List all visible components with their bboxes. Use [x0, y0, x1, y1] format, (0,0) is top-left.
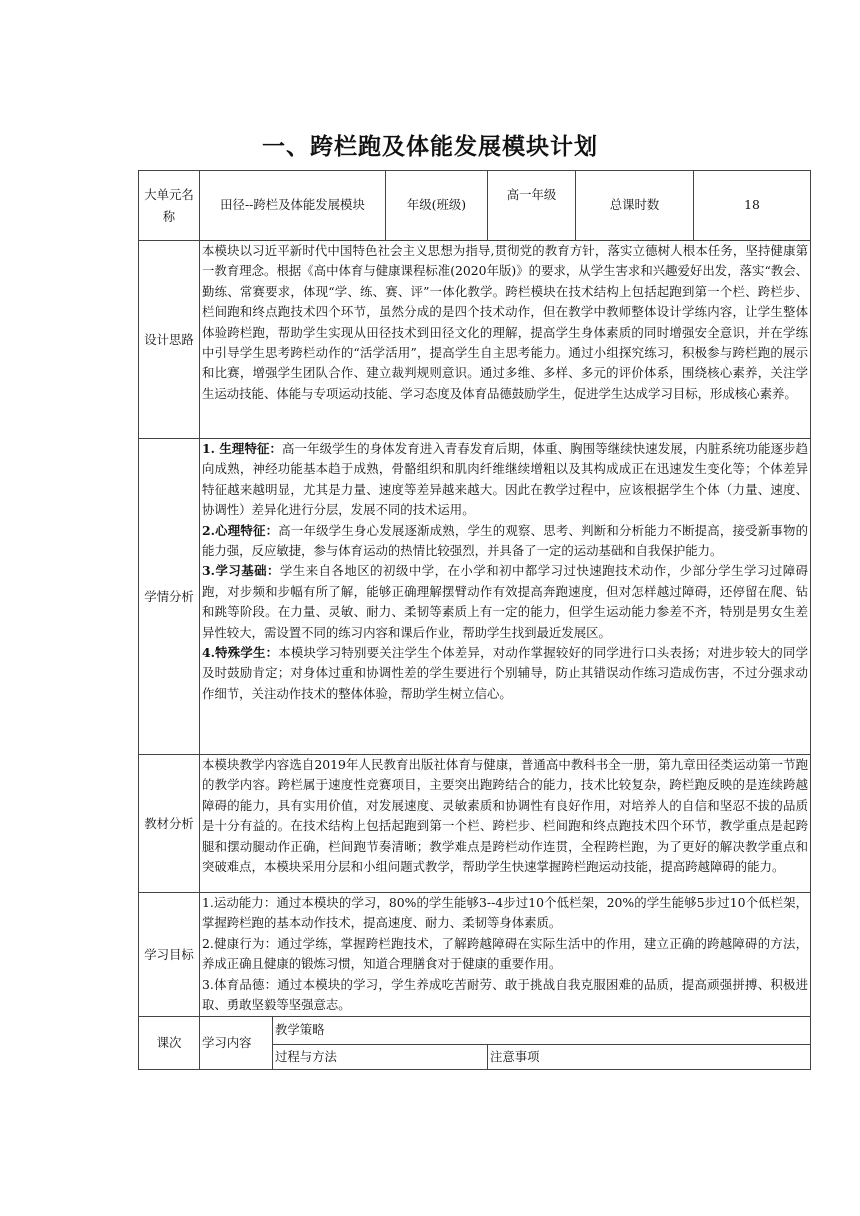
analysis-item-text: 高一年级学生的身体发育进入青春发育后期，体重、胸围等继续快速发展，内脏系统功能逐步趋向成熟，神经功能基本趋于成熟，骨骼组织和肌肉纤维继续增粗以及其构成成正在迅速发生变化等；个体差异特征越来越明显，尤其是力量、速度等差异越来越大。因此在教学过程中，应该根据学生个体（力量、速度、协调性）差异化进行分层，发展不同的技术运用。 — [202, 441, 809, 518]
goals-label: 学习目标 — [139, 893, 200, 1017]
analysis-item-head: 1. 生理特征： — [202, 441, 283, 456]
goals-body — [200, 893, 811, 1017]
analysis-item — [202, 439, 808, 521]
design-text: 本模块以习近平新时代中国特色社会主义思想为指导,贯彻党的教育方针，落实立德树人根本任务，坚持健康第一教育理念。根据《高中体育与健康课程标准(2020年版)》的要求，从学生害求和兴趣爱好出发，落实“教会、勤练、常赛要求，体现“学、练、赛、评”一体化教学。跨栏模块在技术结构上包括起跑到第一个栏、跨栏步、栏间跑和终点跑技术四个环节，虽然分成的是四个技术动作，但在教学中教师整体设计学练内容，让学生整体体验跨栏跑，帮助学生实现从田径技术到田径文化的理解，提高学生身体素质的同时增强安全意识，并在学练中引导学生思考跨栏动作的“活学活用”，提高学生自主思考能力。通过小组探究练习，积极参与跨栏跑的展示和比赛，增强学生团队合作、建立裁判规则意识。通过多维、多样、多元的评价体系，围绕核心素养，关注学生运动技能、体能与专项运动技能、学习态度及体育品德鼓励学生，促进学生达成学习目标，形成核心素养。 — [200, 241, 811, 439]
material-text: 本模块教学内容选自2019年人民教育出版社体育与健康，普通高中教科书全一册，第九章田径类运动第一节跑的教学内容。跨栏属于速度性竞赛项目，主要突出跑跨结合的能力，技术比较复杂，跨栏跑反映的是连续跨越障碍的能力，具有实用价值，对发展速度、灵敏素质和协调性有良好作用，对培养人的自信和坚忍不拔的品质是十分有益的。在技术结构上包括起跑到第一个栏、跨栏步、栏间跑和终点跑技术四个环节，教学重点是起跨腿和摆动腿动作正确，栏间跑节奏清晰；教学难点是跨栏动作连贯，全程跨栏跑，为了更好的解决教学重点和突破难点，本模块采用分层和小组问题式教学，帮助学生快速掌握跨栏跑运动技能，提高跨越障碍的能力。 — [200, 755, 811, 893]
analysis-item-head: 2.心理特征： — [202, 522, 279, 538]
page-title: 一、跨栏跑及体能发展模块计划 — [262, 134, 598, 160]
analysis-item-text: 学生来自各地区的初级中学，在小学和初中都学习过快速跑技术动作，少部分学生学习过障碍跑，对步频和步幅有所了解，能够正确理解摆臂动作有效提高奔跑速度，但对怎样越过障碍，还停留在爬、钻和跳等阶段。在力量、灵敏、耐力、柔韧等素质上有一定的能力，但学生运动能力参差不齐，特别是男女生差异性较大，需设置不同的练习内容和课后作业，帮助学生找到最近发展区。 — [202, 563, 809, 640]
goal-item: 2.健康行为：通过学练，掌握跨栏跑技术，了解跨越障碍在实际生活中的作用，建立正确的跨越障碍的方法，养成正确且健康的锻炼习惯，知道合理膳食对于健康的重要作用。 — [202, 935, 809, 972]
goal-item: 1.运动能力：通过本模块的学习，80%的学生能够3--4步过10个低栏架，20%的学生能够5步过10个低栏架，掌握跨栏跑的基本动作技术，提高速度、耐力、柔韧等身体素质。 — [202, 895, 809, 931]
unit-name-value: 田径--跨栏及体能发展模块 — [200, 171, 386, 241]
analysis-item-head: 4.特殊学生： — [202, 645, 279, 661]
grade-value: 高一年级 — [488, 171, 576, 241]
strategy-label: 教学策略 — [273, 1017, 811, 1045]
total-hours-label: 总课时数 — [576, 171, 694, 241]
notes-label: 注意事项 — [488, 1045, 811, 1070]
lesson-label: 课次 — [139, 1017, 200, 1070]
material-label: 教材分析 — [139, 755, 200, 893]
process-label: 过程与方法 — [273, 1045, 488, 1070]
unit-name-label: 大单元名称 — [139, 171, 200, 241]
content-label: 学习内容 — [200, 1017, 273, 1070]
analysis-item — [202, 561, 808, 643]
design-label: 设计思路 — [139, 241, 200, 439]
material-row — [139, 755, 811, 893]
analysis-label: 学情分析 — [139, 439, 200, 755]
analysis-item-text: 本模块学习特别要关注学生个体差异，对动作掌握较好的同学进行口头表扬；对进步较大的同学及时鼓励肯定；对身体过重和协调性差的学生要进行个别辅导，防止其错误动作练习造成伤害，不过分强求动作细节，关注动作技术的整体体验，帮助学生树立信心。 — [202, 645, 809, 701]
grade-label: 年级(班级) — [386, 171, 488, 241]
module-plan-table — [138, 170, 811, 1070]
goal-item: 3.体育品德：通过本模块的学习，学生养成吃苦耐劳、敢于挑战自我克服困难的品质，提高顽强拼搏、积极进取、勇敢坚毅等坚强意志。 — [202, 976, 809, 1013]
strategy-header-row — [139, 1017, 811, 1045]
analysis-item-text: 高一年级学生身心发展逐渐成熟，学生的观察、思考、判断和分析能力不断提高，接受新事物的能力强，反应敏捷，参与体育运动的热情比较强烈，并具备了一定的运动基础和自我保护能力。 — [202, 522, 809, 559]
analysis-body — [200, 439, 811, 755]
total-hours-value: 18 — [694, 171, 811, 241]
analysis-item — [202, 643, 808, 704]
design-row — [139, 241, 811, 439]
header-row — [139, 171, 811, 241]
goals-row — [139, 893, 811, 1017]
analysis-row — [139, 439, 811, 755]
analysis-item-head: 3.学习基础： — [202, 563, 280, 579]
analysis-item — [202, 521, 808, 562]
